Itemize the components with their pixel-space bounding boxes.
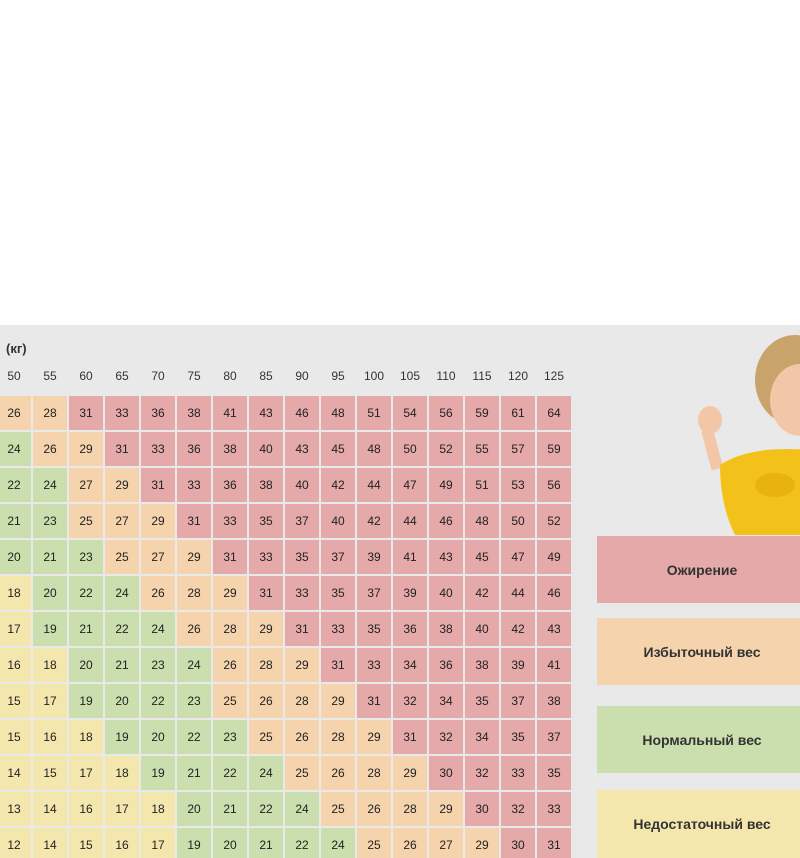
bmi-cell: 36 xyxy=(213,468,247,502)
bmi-cell: 33 xyxy=(321,612,355,646)
bmi-cell: 57 xyxy=(501,432,535,466)
bmi-cell: 25 xyxy=(321,792,355,826)
bmi-cell: 15 xyxy=(0,684,31,718)
bmi-cell: 27 xyxy=(141,540,175,574)
bmi-cell: 40 xyxy=(465,612,499,646)
bmi-cell: 38 xyxy=(177,396,211,430)
bmi-cell: 20 xyxy=(33,576,67,610)
bmi-cell: 32 xyxy=(465,756,499,790)
bmi-cell: 23 xyxy=(69,540,103,574)
bmi-cell: 23 xyxy=(177,684,211,718)
bmi-cell: 56 xyxy=(429,396,463,430)
bmi-cell: 24 xyxy=(285,792,319,826)
bmi-cell: 33 xyxy=(285,576,319,610)
bmi-cell: 31 xyxy=(537,828,571,858)
weight-header-cell: 105 xyxy=(399,369,421,383)
bmi-cell: 33 xyxy=(105,396,139,430)
bmi-cell: 31 xyxy=(177,504,211,538)
bmi-cell: 32 xyxy=(393,684,427,718)
bmi-cell: 41 xyxy=(393,540,427,574)
bmi-cell: 22 xyxy=(105,612,139,646)
weight-header-cell: 110 xyxy=(436,369,456,383)
bmi-cell: 18 xyxy=(141,792,175,826)
bmi-cell: 25 xyxy=(213,684,247,718)
bmi-cell: 17 xyxy=(105,792,139,826)
bmi-cell: 28 xyxy=(321,720,355,754)
bmi-cell: 30 xyxy=(465,792,499,826)
bmi-cell: 29 xyxy=(357,720,391,754)
bmi-cell: 37 xyxy=(537,720,571,754)
bmi-cell: 22 xyxy=(213,756,247,790)
bmi-cell: 36 xyxy=(177,432,211,466)
bmi-cell: 43 xyxy=(285,432,319,466)
bmi-cell: 19 xyxy=(69,684,103,718)
bmi-cell: 22 xyxy=(141,684,175,718)
legend-obesity xyxy=(597,536,800,603)
bmi-cell: 38 xyxy=(429,612,463,646)
bmi-cell: 31 xyxy=(105,432,139,466)
bmi-cell: 35 xyxy=(249,504,283,538)
bmi-cell: 29 xyxy=(213,576,247,610)
bmi-cell: 45 xyxy=(465,540,499,574)
bmi-cell: 28 xyxy=(213,612,247,646)
weight-header-cell: 100 xyxy=(363,369,385,383)
bmi-cell: 27 xyxy=(69,468,103,502)
bmi-cell: 49 xyxy=(429,468,463,502)
bmi-cell: 28 xyxy=(33,396,67,430)
bmi-cell: 26 xyxy=(177,612,211,646)
bmi-cell: 26 xyxy=(393,828,427,858)
bmi-cell: 51 xyxy=(465,468,499,502)
bmi-cell: 21 xyxy=(0,504,31,538)
bmi-cell: 33 xyxy=(501,756,535,790)
bmi-cell: 38 xyxy=(465,648,499,682)
bmi-cell: 29 xyxy=(285,648,319,682)
bmi-cell: 12 xyxy=(0,828,31,858)
bmi-cell: 31 xyxy=(393,720,427,754)
bmi-cell: 29 xyxy=(393,756,427,790)
bmi-cell: 19 xyxy=(33,612,67,646)
bmi-cell: 48 xyxy=(321,396,355,430)
bmi-cell: 64 xyxy=(537,396,571,430)
bmi-cell: 50 xyxy=(501,504,535,538)
bmi-cell: 26 xyxy=(213,648,247,682)
bmi-cell: 15 xyxy=(33,756,67,790)
bmi-cell: 17 xyxy=(69,756,103,790)
bmi-cell: 22 xyxy=(249,792,283,826)
bmi-cell: 31 xyxy=(357,684,391,718)
bmi-cell: 29 xyxy=(429,792,463,826)
bmi-cell: 31 xyxy=(69,396,103,430)
bmi-cell: 43 xyxy=(429,540,463,574)
bmi-cell: 29 xyxy=(141,504,175,538)
weight-header-cell: 75 xyxy=(187,369,201,383)
bmi-cell: 16 xyxy=(33,720,67,754)
bmi-cell: 42 xyxy=(357,504,391,538)
bmi-cell: 40 xyxy=(429,576,463,610)
bmi-cell: 25 xyxy=(249,720,283,754)
bmi-cell: 24 xyxy=(0,432,31,466)
bmi-cell: 20 xyxy=(177,792,211,826)
bmi-cell: 31 xyxy=(321,648,355,682)
bmi-cell: 40 xyxy=(285,468,319,502)
bmi-cell: 43 xyxy=(249,396,283,430)
bmi-cell: 23 xyxy=(33,504,67,538)
bmi-cell: 46 xyxy=(537,576,571,610)
bmi-cell: 28 xyxy=(285,684,319,718)
bmi-cell: 42 xyxy=(321,468,355,502)
bmi-cell: 52 xyxy=(429,432,463,466)
bmi-cell: 14 xyxy=(33,792,67,826)
bmi-cell: 48 xyxy=(465,504,499,538)
bmi-cell: 39 xyxy=(501,648,535,682)
bmi-cell: 36 xyxy=(429,648,463,682)
bmi-cell: 13 xyxy=(0,792,31,826)
bmi-cell: 27 xyxy=(429,828,463,858)
bmi-cell: 24 xyxy=(105,576,139,610)
bmi-cell: 29 xyxy=(321,684,355,718)
bmi-cell: 39 xyxy=(357,540,391,574)
bmi-cell: 28 xyxy=(249,648,283,682)
weight-header-cell: 120 xyxy=(507,369,529,383)
bmi-cell: 15 xyxy=(0,720,31,754)
bmi-cell: 16 xyxy=(0,648,31,682)
bmi-cell: 35 xyxy=(501,720,535,754)
bmi-cell: 17 xyxy=(141,828,175,858)
bmi-cell: 26 xyxy=(321,756,355,790)
bmi-cell: 59 xyxy=(537,432,571,466)
bmi-cell: 35 xyxy=(357,612,391,646)
bmi-cell: 20 xyxy=(105,684,139,718)
bmi-cell: 14 xyxy=(33,828,67,858)
bmi-cell: 27 xyxy=(105,504,139,538)
weight-header-cell: 95 xyxy=(331,369,345,383)
bmi-cell: 33 xyxy=(213,504,247,538)
bmi-cell: 16 xyxy=(69,792,103,826)
bmi-cell: 20 xyxy=(0,540,31,574)
bmi-chart-panel xyxy=(0,325,800,858)
bmi-cell: 38 xyxy=(537,684,571,718)
bmi-cell: 35 xyxy=(321,576,355,610)
bmi-cell: 26 xyxy=(33,432,67,466)
bmi-cell: 44 xyxy=(501,576,535,610)
bmi-cell: 35 xyxy=(285,540,319,574)
bmi-cell: 23 xyxy=(213,720,247,754)
bmi-cell: 29 xyxy=(69,432,103,466)
bmi-cell: 25 xyxy=(105,540,139,574)
bmi-cell: 28 xyxy=(177,576,211,610)
bmi-cell: 34 xyxy=(429,684,463,718)
bmi-cell: 21 xyxy=(213,792,247,826)
bmi-cell: 33 xyxy=(177,468,211,502)
bmi-cell: 31 xyxy=(141,468,175,502)
bmi-cell: 25 xyxy=(69,504,103,538)
bmi-cell: 21 xyxy=(105,648,139,682)
weight-unit-label: (кг) xyxy=(6,341,27,356)
bmi-cell: 54 xyxy=(393,396,427,430)
bmi-cell: 41 xyxy=(537,648,571,682)
legend-overweight xyxy=(597,618,800,685)
weight-header-cell: 90 xyxy=(295,369,309,383)
bmi-cell: 45 xyxy=(321,432,355,466)
bmi-cell: 47 xyxy=(501,540,535,574)
bmi-cell: 36 xyxy=(141,396,175,430)
bmi-cell: 26 xyxy=(249,684,283,718)
bmi-cell: 34 xyxy=(393,648,427,682)
bmi-cell: 21 xyxy=(33,540,67,574)
woman-photo xyxy=(680,325,800,535)
bmi-cell: 28 xyxy=(357,756,391,790)
bmi-cell: 24 xyxy=(249,756,283,790)
bmi-cell: 21 xyxy=(177,756,211,790)
bmi-cell: 20 xyxy=(69,648,103,682)
bmi-cell: 19 xyxy=(177,828,211,858)
bmi-cell: 34 xyxy=(465,720,499,754)
bmi-cell: 48 xyxy=(357,432,391,466)
bmi-cell: 19 xyxy=(141,756,175,790)
bmi-cell: 24 xyxy=(177,648,211,682)
bmi-cell: 51 xyxy=(357,396,391,430)
bmi-cell: 44 xyxy=(393,504,427,538)
bmi-cell: 24 xyxy=(33,468,67,502)
bmi-cell: 47 xyxy=(393,468,427,502)
bmi-cell: 31 xyxy=(249,576,283,610)
bmi-cell: 29 xyxy=(249,612,283,646)
bmi-cell: 53 xyxy=(501,468,535,502)
bmi-cell: 33 xyxy=(537,792,571,826)
weight-header-cell: 125 xyxy=(543,369,565,383)
bmi-cell: 59 xyxy=(465,396,499,430)
bmi-cell: 22 xyxy=(285,828,319,858)
bmi-cell: 31 xyxy=(213,540,247,574)
bmi-cell: 18 xyxy=(105,756,139,790)
bmi-cell: 38 xyxy=(249,468,283,502)
bmi-cell: 37 xyxy=(285,504,319,538)
legend-underweight xyxy=(597,790,800,858)
bmi-cell: 26 xyxy=(0,396,31,430)
bmi-cell: 40 xyxy=(249,432,283,466)
bmi-cell: 33 xyxy=(357,648,391,682)
bmi-cell: 44 xyxy=(357,468,391,502)
bmi-cell: 21 xyxy=(69,612,103,646)
bmi-cell: 23 xyxy=(141,648,175,682)
bmi-cell: 50 xyxy=(393,432,427,466)
weight-header-cell: 80 xyxy=(223,369,237,383)
bmi-cell: 32 xyxy=(429,720,463,754)
bmi-cell: 22 xyxy=(69,576,103,610)
bmi-cell: 56 xyxy=(537,468,571,502)
bmi-cell: 33 xyxy=(249,540,283,574)
weight-header-cell: 55 xyxy=(43,369,57,383)
bmi-cell: 15 xyxy=(69,828,103,858)
bmi-cell: 32 xyxy=(501,792,535,826)
bmi-cell: 30 xyxy=(501,828,535,858)
legend-normal-label: Нормальный вес xyxy=(642,731,762,748)
bmi-cell: 52 xyxy=(537,504,571,538)
bmi-cell: 14 xyxy=(0,756,31,790)
bmi-cell: 38 xyxy=(213,432,247,466)
bmi-cell: 46 xyxy=(429,504,463,538)
bmi-cell: 35 xyxy=(465,684,499,718)
bmi-cell: 42 xyxy=(465,576,499,610)
bmi-cell: 40 xyxy=(321,504,355,538)
legend-overweight-label: Избыточный вес xyxy=(643,643,761,660)
weight-header-cell: 115 xyxy=(472,369,492,383)
bmi-cell: 26 xyxy=(141,576,175,610)
bmi-cell: 37 xyxy=(321,540,355,574)
bmi-cell: 17 xyxy=(0,612,31,646)
bmi-cell: 41 xyxy=(213,396,247,430)
bmi-cell: 21 xyxy=(249,828,283,858)
bmi-cell: 22 xyxy=(0,468,31,502)
legend-normal xyxy=(597,706,800,773)
bmi-cell: 20 xyxy=(141,720,175,754)
bmi-cell: 49 xyxy=(537,540,571,574)
bmi-cell: 26 xyxy=(357,792,391,826)
bmi-cell: 31 xyxy=(285,612,319,646)
legend-underweight-label: Недостаточный вес xyxy=(633,816,771,832)
bmi-cell: 25 xyxy=(285,756,319,790)
bmi-cell: 18 xyxy=(69,720,103,754)
bmi-cell: 29 xyxy=(465,828,499,858)
bmi-cell: 30 xyxy=(429,756,463,790)
weight-header-cell: 70 xyxy=(151,369,165,383)
legend-obesity-label: Ожирение xyxy=(666,561,738,578)
bmi-cell: 25 xyxy=(357,828,391,858)
weight-header-cell: 85 xyxy=(259,369,273,383)
bmi-cell: 55 xyxy=(465,432,499,466)
bmi-cell: 29 xyxy=(105,468,139,502)
bmi-cell: 26 xyxy=(285,720,319,754)
weight-header-cell: 50 xyxy=(7,369,21,383)
bmi-cell: 43 xyxy=(537,612,571,646)
bmi-cell: 35 xyxy=(537,756,571,790)
bmi-cell: 36 xyxy=(393,612,427,646)
bmi-cell: 29 xyxy=(177,540,211,574)
bmi-cell: 37 xyxy=(357,576,391,610)
weight-header-cell: 65 xyxy=(115,369,129,383)
bmi-cell: 18 xyxy=(33,648,67,682)
bmi-cell: 46 xyxy=(285,396,319,430)
bmi-cell: 42 xyxy=(501,612,535,646)
bmi-cell: 18 xyxy=(0,576,31,610)
bmi-cell: 16 xyxy=(105,828,139,858)
bmi-cell: 17 xyxy=(33,684,67,718)
bmi-cell: 28 xyxy=(393,792,427,826)
bmi-cell: 20 xyxy=(213,828,247,858)
bmi-cell: 37 xyxy=(501,684,535,718)
bmi-cell: 61 xyxy=(501,396,535,430)
bmi-cell: 39 xyxy=(393,576,427,610)
bmi-cell: 33 xyxy=(141,432,175,466)
bmi-cell: 19 xyxy=(105,720,139,754)
weight-header-cell: 60 xyxy=(79,369,93,383)
bmi-cell: 24 xyxy=(141,612,175,646)
bmi-cell: 24 xyxy=(321,828,355,858)
bmi-cell: 22 xyxy=(177,720,211,754)
